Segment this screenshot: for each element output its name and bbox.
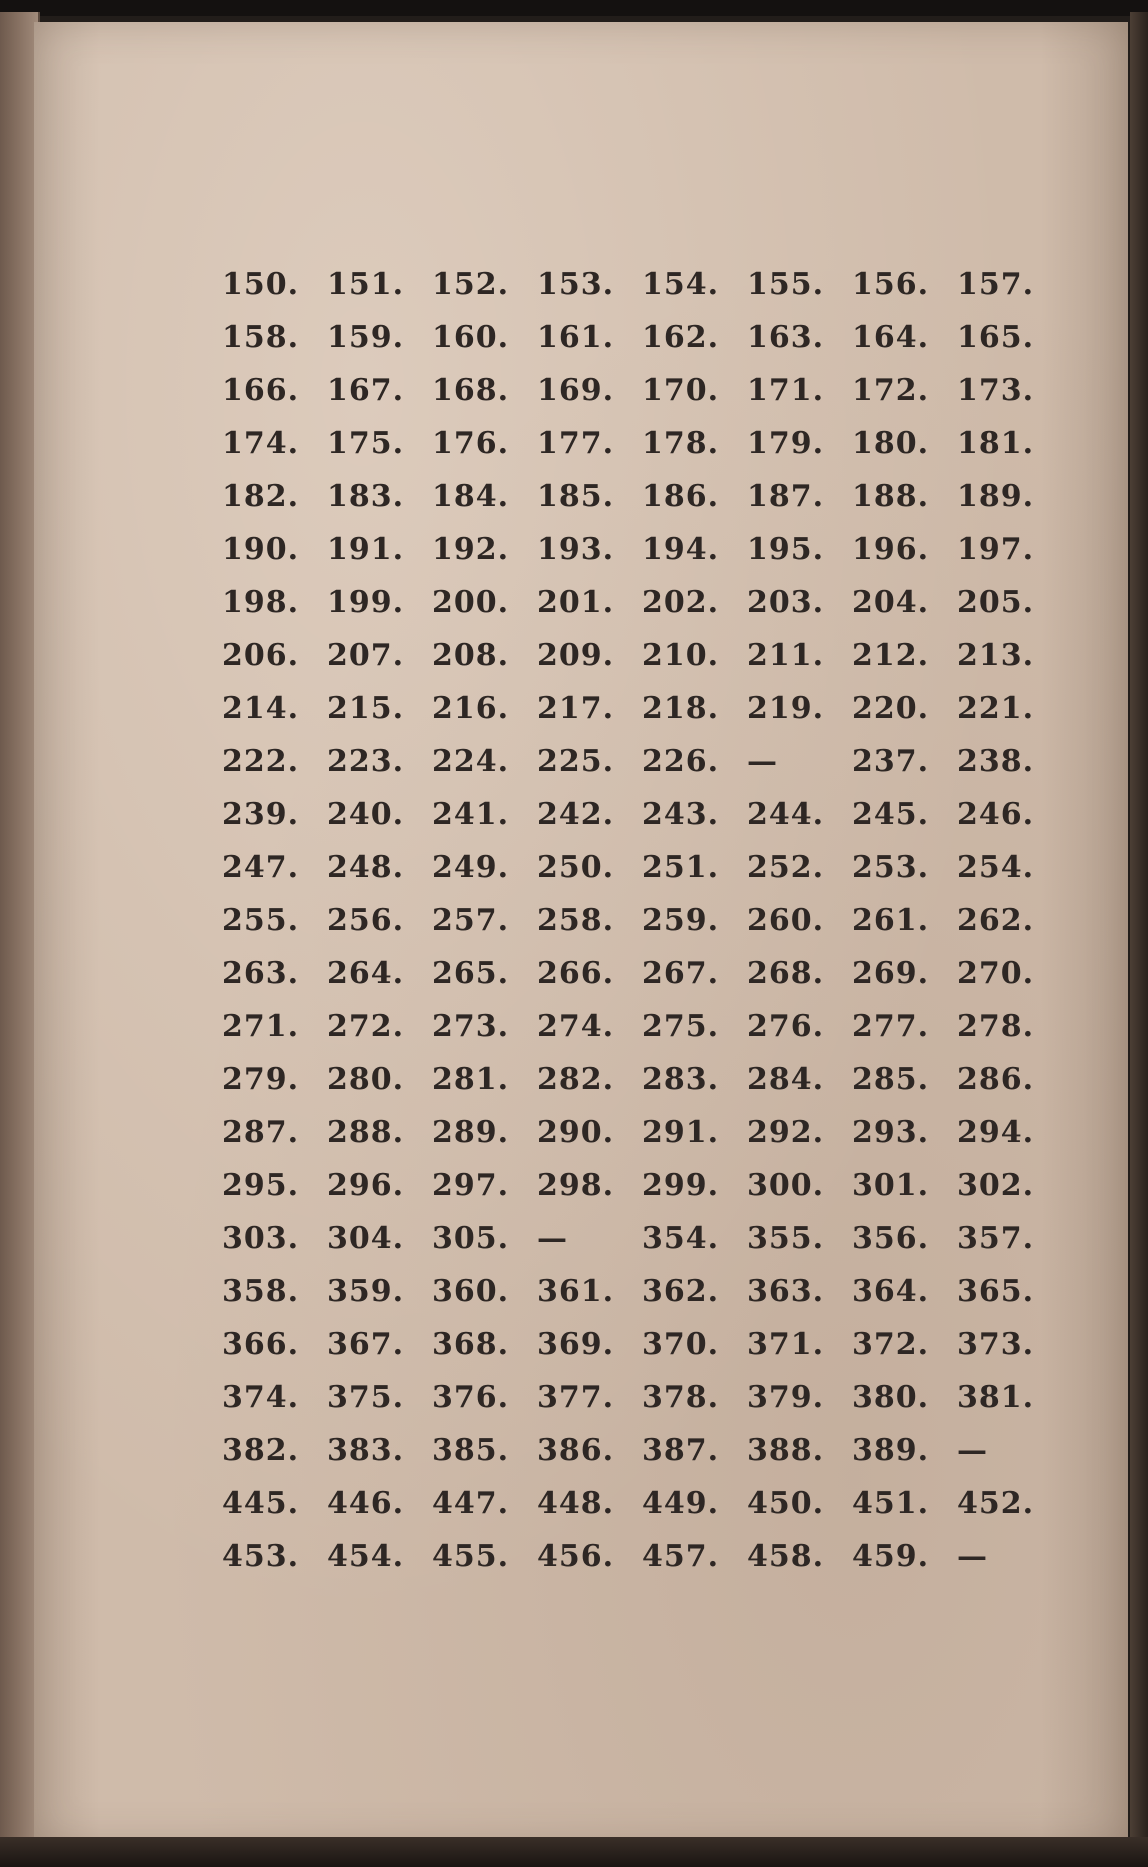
page-number-entry: 291. bbox=[642, 1115, 720, 1150]
page-number-entry: 174. bbox=[222, 426, 300, 461]
page-number-entry: 224. bbox=[432, 744, 510, 779]
page-number-entry: 458. bbox=[747, 1539, 825, 1574]
page-number-entry: 188. bbox=[852, 479, 930, 514]
page-number-entry: 300. bbox=[747, 1168, 825, 1203]
page-number-entry: 283. bbox=[642, 1062, 720, 1097]
page-number-entry: 457. bbox=[642, 1539, 720, 1574]
page-number-entry: 360. bbox=[432, 1274, 510, 1309]
page-number-entry: 165. bbox=[957, 320, 1035, 355]
page-number-entry: 212. bbox=[852, 638, 930, 673]
page-number-entry: 385. bbox=[432, 1433, 510, 1468]
page-number-entry: 153. bbox=[537, 267, 615, 302]
page-number-entry: 280. bbox=[327, 1062, 405, 1097]
page-number-entry: 164. bbox=[852, 320, 930, 355]
page-number-entry: 371. bbox=[747, 1327, 825, 1362]
page-number-entry: 246. bbox=[957, 797, 1035, 832]
page-number-entry: 242. bbox=[537, 797, 615, 832]
page-number-entry: 297. bbox=[432, 1168, 510, 1203]
page-number-entry: 257. bbox=[432, 903, 510, 938]
page-number-entry: 217. bbox=[537, 691, 615, 726]
page-number-entry: 202. bbox=[642, 585, 720, 620]
page-number-entry: 271. bbox=[222, 1009, 300, 1044]
page-number-entry: 154. bbox=[642, 267, 720, 302]
page-number-entry: 267. bbox=[642, 956, 720, 991]
page-number-entry: 200. bbox=[432, 585, 510, 620]
page-number-entry: 365. bbox=[957, 1274, 1035, 1309]
page-number-entry: 241. bbox=[432, 797, 510, 832]
page-number-entry: 216. bbox=[432, 691, 510, 726]
page-number-entry: 362. bbox=[642, 1274, 720, 1309]
page-number-entry: 446. bbox=[327, 1486, 405, 1521]
page-number-entry: 163. bbox=[747, 320, 825, 355]
page-number-entry: 258. bbox=[537, 903, 615, 938]
page-number-entry: 243. bbox=[642, 797, 720, 832]
page-number-entry: 172. bbox=[852, 373, 930, 408]
page-number-entry: 244. bbox=[747, 797, 825, 832]
page-number-entry: 363. bbox=[747, 1274, 825, 1309]
page-number-entry: 368. bbox=[432, 1327, 510, 1362]
page-number-entry: 367. bbox=[327, 1327, 405, 1362]
page-number-entry: 282. bbox=[537, 1062, 615, 1097]
page-number-entry: 167. bbox=[327, 373, 405, 408]
page-number-entry: 201. bbox=[537, 585, 615, 620]
page-number-entry: 268. bbox=[747, 956, 825, 991]
page-number-entry: 206. bbox=[222, 638, 300, 673]
page-number-entry: 375. bbox=[327, 1380, 405, 1415]
page-number-entry: 262. bbox=[957, 903, 1035, 938]
page-number-entry: 381. bbox=[957, 1380, 1035, 1415]
page-number-entry: 254. bbox=[957, 850, 1035, 885]
page-number-entry: 151. bbox=[327, 267, 405, 302]
page-number-entry: 222. bbox=[222, 744, 300, 779]
page-number-entry: 155. bbox=[747, 267, 825, 302]
page-number-entry: 450. bbox=[747, 1486, 825, 1521]
page-number-entry: 377. bbox=[537, 1380, 615, 1415]
page-number-entry: 264. bbox=[327, 956, 405, 991]
page-number-entry: 207. bbox=[327, 638, 405, 673]
page-number-entry: 171. bbox=[747, 373, 825, 408]
page-number-entry: 269. bbox=[852, 956, 930, 991]
page-number-entry: 454. bbox=[327, 1539, 405, 1574]
page-number-entry: 181. bbox=[957, 426, 1035, 461]
page-number-entry: 270. bbox=[957, 956, 1035, 991]
page-number-entry: 357. bbox=[957, 1221, 1035, 1256]
page-number-entry: 194. bbox=[642, 532, 720, 567]
page-number-entry: 452. bbox=[957, 1486, 1035, 1521]
page-number-entry: 382. bbox=[222, 1433, 300, 1468]
page-number-entry: 451. bbox=[852, 1486, 930, 1521]
page-number-entry: 286. bbox=[957, 1062, 1035, 1097]
page-number-entry: 364. bbox=[852, 1274, 930, 1309]
page-number-entry: 354. bbox=[642, 1221, 720, 1256]
page-number-entry: 449. bbox=[642, 1486, 720, 1521]
page-number-entry: 389. bbox=[852, 1433, 930, 1468]
page-number-entry: 448. bbox=[537, 1486, 615, 1521]
page-number-entry: 223. bbox=[327, 744, 405, 779]
page-number-entry: 374. bbox=[222, 1380, 300, 1415]
page-number-entry: 250. bbox=[537, 850, 615, 885]
page-number-entry: 175. bbox=[327, 426, 405, 461]
page-number-entry: 252. bbox=[747, 850, 825, 885]
page-number-entry: 218. bbox=[642, 691, 720, 726]
page-number-entry: 161. bbox=[537, 320, 615, 355]
page-number-entry: 187. bbox=[747, 479, 825, 514]
page-number-entry: 373. bbox=[957, 1327, 1035, 1362]
page-number-entry: 192. bbox=[432, 532, 510, 567]
page-number-entry: 273. bbox=[432, 1009, 510, 1044]
page-number-entry: 248. bbox=[327, 850, 405, 885]
right-cover-board bbox=[1130, 12, 1148, 1842]
page-number-entry: 158. bbox=[222, 320, 300, 355]
page-number-entry: 184. bbox=[432, 479, 510, 514]
page-number-entry: 221. bbox=[957, 691, 1035, 726]
page-number-entry: 288. bbox=[327, 1115, 405, 1150]
page-number-entry: 276. bbox=[747, 1009, 825, 1044]
page-number-entry: 278. bbox=[957, 1009, 1035, 1044]
page-number-entry: 284. bbox=[747, 1062, 825, 1097]
page-number-entry: 253. bbox=[852, 850, 930, 885]
page-number-entry: 210. bbox=[642, 638, 720, 673]
page-number-entry: 298. bbox=[537, 1168, 615, 1203]
page-number-entry: 195. bbox=[747, 532, 825, 567]
page-number-entry: 290. bbox=[537, 1115, 615, 1150]
page-number-entry: 380. bbox=[852, 1380, 930, 1415]
page-number-entry: 261. bbox=[852, 903, 930, 938]
page-number-entry: 240. bbox=[327, 797, 405, 832]
page-number-entry: 166. bbox=[222, 373, 300, 408]
page-number-entry: 189. bbox=[957, 479, 1035, 514]
page-number-entry: 215. bbox=[327, 691, 405, 726]
page-number-entry: 150. bbox=[222, 267, 300, 302]
page-number-entry: 277. bbox=[852, 1009, 930, 1044]
page-number-entry: 245. bbox=[852, 797, 930, 832]
page-number-entry: 205. bbox=[957, 585, 1035, 620]
page-number-entry: 219. bbox=[747, 691, 825, 726]
page-number-entry: 190. bbox=[222, 532, 300, 567]
page-number-entry: 275. bbox=[642, 1009, 720, 1044]
page-number-entry: 225. bbox=[537, 744, 615, 779]
page-number-entry: 152. bbox=[432, 267, 510, 302]
page-number-entry: 285. bbox=[852, 1062, 930, 1097]
page-number-entry: 302. bbox=[957, 1168, 1035, 1203]
page-number-entry: 213. bbox=[957, 638, 1035, 673]
page-number-entry: 294. bbox=[957, 1115, 1035, 1150]
page-number-entry: 193. bbox=[537, 532, 615, 567]
page-number-entry: 361. bbox=[537, 1274, 615, 1309]
page-number-entry: 372. bbox=[852, 1327, 930, 1362]
page-number-entry: 168. bbox=[432, 373, 510, 408]
page-number-entry: 169. bbox=[537, 373, 615, 408]
page-number-entry: 185. bbox=[537, 479, 615, 514]
page-number-entry: 214. bbox=[222, 691, 300, 726]
page-number-entry: 186. bbox=[642, 479, 720, 514]
page-number-entry: 199. bbox=[327, 585, 405, 620]
page-number-entry: 176. bbox=[432, 426, 510, 461]
page-number-entry: 159. bbox=[327, 320, 405, 355]
page-number-entry: 211. bbox=[747, 638, 825, 673]
page-number-entry: 295. bbox=[222, 1168, 300, 1203]
page-number-entry: — bbox=[537, 1221, 568, 1256]
page-number-entry: 156. bbox=[852, 267, 930, 302]
page-number-entry: 292. bbox=[747, 1115, 825, 1150]
page-number-entry: 369. bbox=[537, 1327, 615, 1362]
page-number-entry: 304. bbox=[327, 1221, 405, 1256]
page-number-entry: 180. bbox=[852, 426, 930, 461]
page-number-entry: 376. bbox=[432, 1380, 510, 1415]
page-number-entry: 191. bbox=[327, 532, 405, 567]
page-number-entry: 455. bbox=[432, 1539, 510, 1574]
page-number-entry: 293. bbox=[852, 1115, 930, 1150]
page-number-entry: 239. bbox=[222, 797, 300, 832]
page-number-entry: 303. bbox=[222, 1221, 300, 1256]
page-number-entry: 251. bbox=[642, 850, 720, 885]
page-number-entry: 170. bbox=[642, 373, 720, 408]
page-number-entry: 272. bbox=[327, 1009, 405, 1044]
page-number-entry: 355. bbox=[747, 1221, 825, 1256]
page-number-entry: 356. bbox=[852, 1221, 930, 1256]
page-number-entry: 263. bbox=[222, 956, 300, 991]
page-number-entry: 255. bbox=[222, 903, 300, 938]
page-number-entry: 182. bbox=[222, 479, 300, 514]
page-number-entry: 453. bbox=[222, 1539, 300, 1574]
page-number-entry: 196. bbox=[852, 532, 930, 567]
page-number-entry: 305. bbox=[432, 1221, 510, 1256]
page-number-entry: 388. bbox=[747, 1433, 825, 1468]
page-number-entry: 370. bbox=[642, 1327, 720, 1362]
page-number-entry: 456. bbox=[537, 1539, 615, 1574]
page-number-entry: 173. bbox=[957, 373, 1035, 408]
page-number-entry: 386. bbox=[537, 1433, 615, 1468]
page-number-entry: 157. bbox=[957, 267, 1035, 302]
book-page bbox=[34, 22, 1128, 1844]
page-number-entry: 447. bbox=[432, 1486, 510, 1521]
page-number-entry: 247. bbox=[222, 850, 300, 885]
page-number-entry: 366. bbox=[222, 1327, 300, 1362]
page-number-entry: 179. bbox=[747, 426, 825, 461]
page-number-entry: 198. bbox=[222, 585, 300, 620]
page-number-entry: 289. bbox=[432, 1115, 510, 1150]
page-number-entry: 249. bbox=[432, 850, 510, 885]
page-number-entry: 265. bbox=[432, 956, 510, 991]
page-number-entry: 445. bbox=[222, 1486, 300, 1521]
page-number-entry: 301. bbox=[852, 1168, 930, 1203]
page-number-entry: 378. bbox=[642, 1380, 720, 1415]
page-number-entry: 204. bbox=[852, 585, 930, 620]
page-number-entry: 238. bbox=[957, 744, 1035, 779]
page-number-entry: 379. bbox=[747, 1380, 825, 1415]
scan-top-edge bbox=[0, 0, 1148, 16]
page-number-entry: 237. bbox=[852, 744, 930, 779]
page-number-entry: 183. bbox=[327, 479, 405, 514]
page-number-table bbox=[222, 258, 1062, 1583]
page-number-entry: — bbox=[957, 1539, 988, 1574]
page-number-entry: 178. bbox=[642, 426, 720, 461]
page-number-entry: 162. bbox=[642, 320, 720, 355]
page-number-entry: 177. bbox=[537, 426, 615, 461]
page-number-entry: 383. bbox=[327, 1433, 405, 1468]
page-number-entry: 203. bbox=[747, 585, 825, 620]
page-number-entry: 220. bbox=[852, 691, 930, 726]
page-number-entry: 359. bbox=[327, 1274, 405, 1309]
page-number-entry: 266. bbox=[537, 956, 615, 991]
page-number-entry: 197. bbox=[957, 532, 1035, 567]
page-number-entry: 279. bbox=[222, 1062, 300, 1097]
page-number-entry: 208. bbox=[432, 638, 510, 673]
page-number-entry: 209. bbox=[537, 638, 615, 673]
page-number-entry: 259. bbox=[642, 903, 720, 938]
page-number-entry: 459. bbox=[852, 1539, 930, 1574]
page-number-entry: — bbox=[747, 744, 778, 779]
page-number-entry: 358. bbox=[222, 1274, 300, 1309]
page-number-entry: 299. bbox=[642, 1168, 720, 1203]
page-number-entry: 287. bbox=[222, 1115, 300, 1150]
page-number-entry: 387. bbox=[642, 1433, 720, 1468]
page-number-entry: 281. bbox=[432, 1062, 510, 1097]
page-number-entry: 274. bbox=[537, 1009, 615, 1044]
page-number-entry: 256. bbox=[327, 903, 405, 938]
page-number-entry: 260. bbox=[747, 903, 825, 938]
scan-bottom-edge bbox=[0, 1837, 1148, 1867]
page-number-entry: — bbox=[957, 1433, 988, 1468]
page-number-entry: 296. bbox=[327, 1168, 405, 1203]
page-number-entry: 160. bbox=[432, 320, 510, 355]
page-number-entry: 226. bbox=[642, 744, 720, 779]
